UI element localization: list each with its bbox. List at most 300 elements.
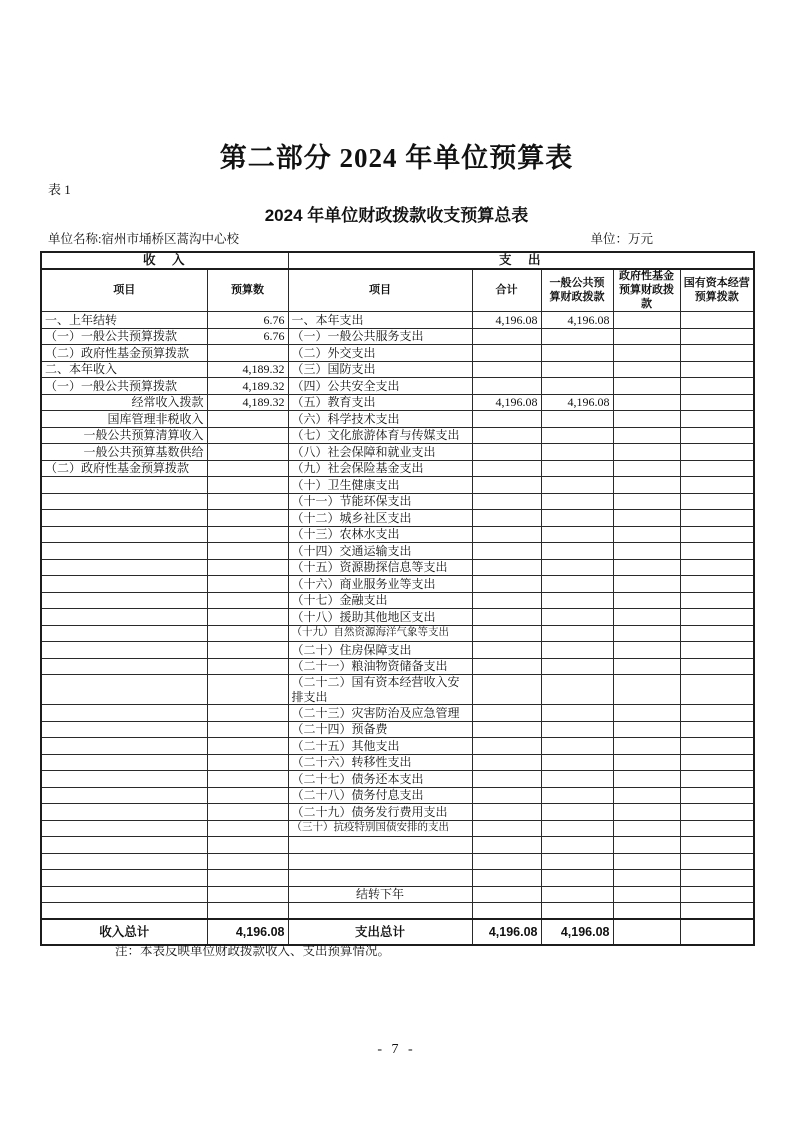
table-row [41, 658, 754, 675]
income-budget-cell [207, 592, 288, 609]
expense-general-cell [541, 510, 613, 527]
expense-general-cell [541, 886, 613, 903]
expense-capital-cell [680, 853, 754, 870]
income-budget-cell [207, 771, 288, 788]
expense-total-cell [472, 705, 541, 722]
expense-item-cell [288, 853, 472, 870]
expense-item-cell: （十五）资源勘探信息等支出 [288, 559, 472, 576]
expense-capital-cell [680, 870, 754, 887]
expense-general-cell [541, 493, 613, 510]
expense-general-cell [541, 477, 613, 494]
income-budget-cell [207, 705, 288, 722]
income-item-cell [41, 493, 207, 510]
income-budget-cell [207, 411, 288, 428]
expense-fund-cell [613, 853, 680, 870]
expense-item-cell: （十一）节能环保支出 [288, 493, 472, 510]
expense-total-cell [472, 837, 541, 854]
expense-total-cell [472, 592, 541, 609]
table-row [41, 870, 754, 887]
table-row [41, 510, 754, 527]
income-budget-cell [207, 493, 288, 510]
income-budget-cell [207, 675, 288, 705]
table-row [41, 853, 754, 870]
expense-item-cell: （三十）抗疫特别国债安排的支出 [288, 820, 472, 837]
expense-fund-cell [613, 444, 680, 461]
table-subtitle: 2024 年单位财政拨款收支预算总表 [264, 206, 529, 225]
expense-total-cell [472, 444, 541, 461]
income-item-cell: （一）一般公共预算拨款 [41, 328, 207, 345]
expense-fund-cell [613, 787, 680, 804]
expense-fund-cell [613, 625, 680, 642]
expense-item-cell: 支出总计 [288, 919, 472, 945]
expense-item-cell: （二十四）预备费 [288, 721, 472, 738]
expense-general-cell: 4,196.08 [541, 919, 613, 945]
expense-general-cell [541, 625, 613, 642]
expense-capital-cell [680, 625, 754, 642]
table-note: 注：本表反映单位财政拨款收入、支出预算情况。 [115, 944, 391, 958]
expense-general-cell [541, 658, 613, 675]
income-item-cell: 二、本年收入 [41, 361, 207, 378]
expense-total-cell [472, 820, 541, 837]
expense-general-cell [541, 526, 613, 543]
column-header-row [41, 269, 754, 312]
expense-general-cell [541, 543, 613, 560]
income-item-cell: （一）一般公共预算拨款 [41, 378, 207, 395]
expense-fund-cell [613, 477, 680, 494]
expense-general-cell [541, 771, 613, 788]
expense-total-cell [472, 738, 541, 755]
expense-item-cell: 一、本年支出 [288, 312, 472, 329]
income-budget-cell [207, 543, 288, 560]
expense-total-cell [472, 361, 541, 378]
expense-capital-cell [680, 427, 754, 444]
table-row [41, 460, 754, 477]
expense-total-cell [472, 609, 541, 626]
table-row [41, 361, 754, 378]
expense-fund-cell [613, 658, 680, 675]
expense-general-cell [541, 592, 613, 609]
income-budget-cell [207, 903, 288, 920]
expense-fund-cell [613, 738, 680, 755]
income-budget-cell [207, 754, 288, 771]
expense-capital-cell [680, 837, 754, 854]
expense-total-cell [472, 328, 541, 345]
table-row [41, 411, 754, 428]
expense-item-cell: （十六）商业服务业等支出 [288, 576, 472, 593]
expense-capital-cell [680, 328, 754, 345]
expense-capital-cell [680, 771, 754, 788]
expense-fund-cell [613, 886, 680, 903]
income-budget-cell [207, 609, 288, 626]
income-item-cell [41, 477, 207, 494]
expense-capital-cell [680, 444, 754, 461]
income-budget-cell [207, 477, 288, 494]
income-item-cell: 国库管理非税收入 [41, 411, 207, 428]
expense-total-cell [472, 493, 541, 510]
expense-fund-cell [613, 820, 680, 837]
expense-general-cell [541, 328, 613, 345]
table-row [41, 738, 754, 755]
table-row [41, 394, 754, 411]
expense-item-cell: （一）一般公共服务支出 [288, 328, 472, 345]
income-group-header: 收 入 [41, 252, 288, 269]
expense-capital-cell [680, 754, 754, 771]
expense-capital-cell [680, 394, 754, 411]
income-item-cell [41, 625, 207, 642]
table-row [41, 787, 754, 804]
income-budget-cell [207, 559, 288, 576]
expense-item-cell: （二十）住房保障支出 [288, 642, 472, 659]
income-budget-cell [207, 738, 288, 755]
income-item-cell [41, 543, 207, 560]
expense-item-cell: （六）科学技术支出 [288, 411, 472, 428]
expense-capital-cell [680, 312, 754, 329]
expense-capital-cell [680, 705, 754, 722]
expense-capital-cell [680, 787, 754, 804]
expense-general-cell [541, 642, 613, 659]
table-row [41, 837, 754, 854]
expense-fund-cell [613, 919, 680, 945]
table-label: 表 1 [48, 182, 71, 197]
expense-capital-cell [680, 493, 754, 510]
expense-fund-cell [613, 493, 680, 510]
expense-total-cell [472, 460, 541, 477]
expense-general-cell [541, 460, 613, 477]
expense-item-cell: （十七）金融支出 [288, 592, 472, 609]
expense-item-cell: （七）文化旅游体育与传媒支出 [288, 427, 472, 444]
expense-capital-cell [680, 559, 754, 576]
income-item-cell [41, 675, 207, 705]
expense-total-cell [472, 411, 541, 428]
income-budget-cell [207, 444, 288, 461]
expense-total-cell [472, 903, 541, 920]
expense-total-cell [472, 576, 541, 593]
expense-total-cell [472, 754, 541, 771]
expense-item-cell: （十二）城乡社区支出 [288, 510, 472, 527]
income-item-cell [41, 771, 207, 788]
budget-table-body [41, 312, 754, 945]
expense-general-cell [541, 427, 613, 444]
table-row [41, 559, 754, 576]
expense-general-cell [541, 411, 613, 428]
expense-capital-cell [680, 576, 754, 593]
expense-capital-cell [680, 345, 754, 362]
table-row [41, 444, 754, 461]
expense-item-cell: （十八）援助其他地区支出 [288, 609, 472, 626]
income-budget-cell: 4,189.32 [207, 378, 288, 395]
expense-total-cell [472, 477, 541, 494]
table-row [41, 592, 754, 609]
income-item-cell [41, 886, 207, 903]
expense-fund-cell [613, 576, 680, 593]
expense-capital-cell [680, 411, 754, 428]
income-item-cell [41, 526, 207, 543]
expense-fund-cell [613, 675, 680, 705]
expense-fund-cell [613, 721, 680, 738]
expense-fund-cell [613, 328, 680, 345]
expense-capital-cell [680, 460, 754, 477]
income-budget-cell [207, 460, 288, 477]
expense-total-cell [472, 675, 541, 705]
expense-fund-cell [613, 427, 680, 444]
income-budget-cell: 4,196.08 [207, 919, 288, 945]
expense-fund-cell [613, 526, 680, 543]
income-budget-cell [207, 576, 288, 593]
table-row [41, 754, 754, 771]
expense-item-cell: （八）社会保障和就业支出 [288, 444, 472, 461]
expense-item-cell: （九）社会保险基金支出 [288, 460, 472, 477]
income-item-cell: 一、上年结转 [41, 312, 207, 329]
expense-total-cell [472, 853, 541, 870]
income-budget-cell [207, 510, 288, 527]
expense-item-cell: （二十五）其他支出 [288, 738, 472, 755]
expense-total-cell: 4,196.08 [472, 312, 541, 329]
expense-item-cell: （十三）农林水支出 [288, 526, 472, 543]
expense-fund-cell [613, 592, 680, 609]
expense-total-cell [472, 526, 541, 543]
income-item-cell [41, 510, 207, 527]
income-budget-cell: 6.76 [207, 328, 288, 345]
income-item-cell: （二）政府性基金预算拨款 [41, 345, 207, 362]
table-row [41, 493, 754, 510]
expense-fund-cell [613, 705, 680, 722]
expense-general-cell [541, 903, 613, 920]
expense-fund-cell [613, 559, 680, 576]
income-item-cell [41, 576, 207, 593]
income-item-cell: 经常收入拨款 [41, 394, 207, 411]
income-budget-cell [207, 837, 288, 854]
col-gov-fund-budget: 政府性基金预算财政拨款 [613, 269, 680, 312]
expense-fund-cell [613, 837, 680, 854]
expense-total-cell: 4,196.08 [472, 394, 541, 411]
income-budget-cell [207, 886, 288, 903]
expense-item-cell: 结转下年 [288, 886, 472, 903]
income-item-cell [41, 804, 207, 821]
expense-capital-cell [680, 721, 754, 738]
table-row [41, 312, 754, 329]
expense-total-cell [472, 642, 541, 659]
income-item-cell [41, 903, 207, 920]
expense-fund-cell [613, 460, 680, 477]
unit-of-measure: 单位：万元 [590, 232, 653, 246]
expense-fund-cell [613, 378, 680, 395]
expense-item-cell: （三）国防支出 [288, 361, 472, 378]
expense-fund-cell [613, 804, 680, 821]
income-budget-cell: 4,189.32 [207, 361, 288, 378]
table-row [41, 705, 754, 722]
expense-general-cell [541, 870, 613, 887]
income-budget-cell [207, 658, 288, 675]
table-row [41, 820, 754, 837]
income-item-cell [41, 754, 207, 771]
expense-fund-cell [613, 312, 680, 329]
expense-capital-cell [680, 675, 754, 705]
income-item-cell [41, 853, 207, 870]
expense-general-cell [541, 804, 613, 821]
expense-capital-cell [680, 592, 754, 609]
income-budget-cell [207, 787, 288, 804]
expense-general-cell [541, 754, 613, 771]
expense-fund-cell [613, 543, 680, 560]
table-row [41, 804, 754, 821]
expense-general-cell [541, 345, 613, 362]
expense-fund-cell [613, 771, 680, 788]
col-income-budget: 预算数 [207, 269, 288, 312]
income-budget-cell [207, 345, 288, 362]
income-item-cell [41, 721, 207, 738]
expense-total-cell [472, 510, 541, 527]
income-item-cell [41, 870, 207, 887]
expense-capital-cell [680, 642, 754, 659]
table-row [41, 642, 754, 659]
expense-fund-cell [613, 870, 680, 887]
income-item-cell [41, 559, 207, 576]
expense-fund-cell [613, 411, 680, 428]
expense-fund-cell [613, 642, 680, 659]
expense-total-cell: 4,196.08 [472, 919, 541, 945]
table-row [41, 427, 754, 444]
budget-table [40, 251, 755, 946]
income-budget-cell [207, 870, 288, 887]
expense-fund-cell [613, 609, 680, 626]
expense-general-cell [541, 609, 613, 626]
expense-item-cell [288, 903, 472, 920]
table-row [41, 378, 754, 395]
col-income-item: 项目 [41, 269, 207, 312]
expense-capital-cell [680, 886, 754, 903]
income-budget-cell [207, 526, 288, 543]
expense-fund-cell [613, 345, 680, 362]
income-item-cell [41, 705, 207, 722]
expense-general-cell [541, 721, 613, 738]
expense-item-cell: （二十八）债务付息支出 [288, 787, 472, 804]
expense-general-cell [541, 705, 613, 722]
expense-capital-cell [680, 510, 754, 527]
col-expense-item: 项目 [288, 269, 472, 312]
expense-fund-cell [613, 394, 680, 411]
income-item-cell: 收入总计 [41, 919, 207, 945]
income-item-cell [41, 738, 207, 755]
expense-capital-cell [680, 526, 754, 543]
expense-item-cell: （二十三）灾害防治及应急管理 [288, 705, 472, 722]
income-budget-cell [207, 625, 288, 642]
expense-general-cell [541, 361, 613, 378]
expense-item-cell [288, 837, 472, 854]
income-budget-cell [207, 820, 288, 837]
income-item-cell [41, 592, 207, 609]
expense-item-cell: （十九）自然资源海洋气象等支出 [288, 625, 472, 642]
expense-fund-cell [613, 903, 680, 920]
expense-total-cell [472, 543, 541, 560]
expense-item-cell: （二十九）债务发行费用支出 [288, 804, 472, 821]
expense-item-cell: （十）卫生健康支出 [288, 477, 472, 494]
table-row [41, 625, 754, 642]
income-item-cell [41, 837, 207, 854]
expense-general-cell [541, 820, 613, 837]
expense-total-cell [472, 721, 541, 738]
expense-capital-cell [680, 820, 754, 837]
expense-general-cell: 4,196.08 [541, 312, 613, 329]
page-title: 第二部分 2024 年单位预算表 [219, 143, 574, 173]
expense-item-cell: （五）教育支出 [288, 394, 472, 411]
table-row [41, 526, 754, 543]
expense-item-cell: （十四）交通运输支出 [288, 543, 472, 560]
expense-item-cell: （二十二）国有资本经营收入安排支出 [288, 675, 472, 705]
table-row [41, 886, 754, 903]
expense-general-cell [541, 787, 613, 804]
table-row [41, 721, 754, 738]
expense-general-cell: 4,196.08 [541, 394, 613, 411]
table-row [41, 771, 754, 788]
expense-general-cell [541, 675, 613, 705]
expense-capital-cell [680, 738, 754, 755]
expense-capital-cell [680, 804, 754, 821]
table-row [41, 345, 754, 362]
group-header-row [41, 252, 754, 269]
col-total: 合计 [472, 269, 541, 312]
income-budget-cell [207, 642, 288, 659]
page-number: - 7 - [377, 1042, 416, 1057]
expense-total-cell [472, 658, 541, 675]
expense-general-cell [541, 378, 613, 395]
income-item-cell [41, 642, 207, 659]
income-item-cell [41, 609, 207, 626]
unit-name: 单位名称:宿州市埇桥区蒿沟中心校 [48, 232, 239, 246]
expense-capital-cell [680, 609, 754, 626]
table-row [41, 576, 754, 593]
table-row [41, 903, 754, 920]
income-item-cell [41, 787, 207, 804]
expense-capital-cell [680, 477, 754, 494]
income-item-cell: （二）政府性基金预算拨款 [41, 460, 207, 477]
income-budget-cell [207, 721, 288, 738]
expense-fund-cell [613, 754, 680, 771]
expense-item-cell: （二十七）债务还本支出 [288, 771, 472, 788]
expense-total-cell [472, 559, 541, 576]
expense-item-cell [288, 870, 472, 887]
expense-total-cell [472, 787, 541, 804]
expense-capital-cell [680, 658, 754, 675]
table-row [41, 609, 754, 626]
income-item-cell: 一般公共预算基数供给 [41, 444, 207, 461]
income-budget-cell [207, 853, 288, 870]
expense-total-cell [472, 378, 541, 395]
expense-capital-cell [680, 361, 754, 378]
table-row [41, 328, 754, 345]
income-item-cell: 一般公共预算清算收入 [41, 427, 207, 444]
expense-total-cell [472, 771, 541, 788]
expense-item-cell: （二十一）粮油物资储备支出 [288, 658, 472, 675]
expense-general-cell [541, 444, 613, 461]
expense-total-cell [472, 804, 541, 821]
expense-general-cell [541, 559, 613, 576]
expense-total-cell [472, 870, 541, 887]
table-meta-line [48, 229, 753, 247]
expense-general-cell [541, 738, 613, 755]
table-row [41, 675, 754, 705]
expense-group-header: 支 出 [288, 252, 754, 269]
expense-capital-cell [680, 919, 754, 945]
expense-fund-cell [613, 510, 680, 527]
income-item-cell [41, 820, 207, 837]
table-row [41, 477, 754, 494]
expense-general-cell [541, 576, 613, 593]
expense-item-cell: （四）公共安全支出 [288, 378, 472, 395]
expense-item-cell: （二十六）转移性支出 [288, 754, 472, 771]
income-budget-cell [207, 427, 288, 444]
expense-total-cell [472, 625, 541, 642]
expense-fund-cell [613, 361, 680, 378]
